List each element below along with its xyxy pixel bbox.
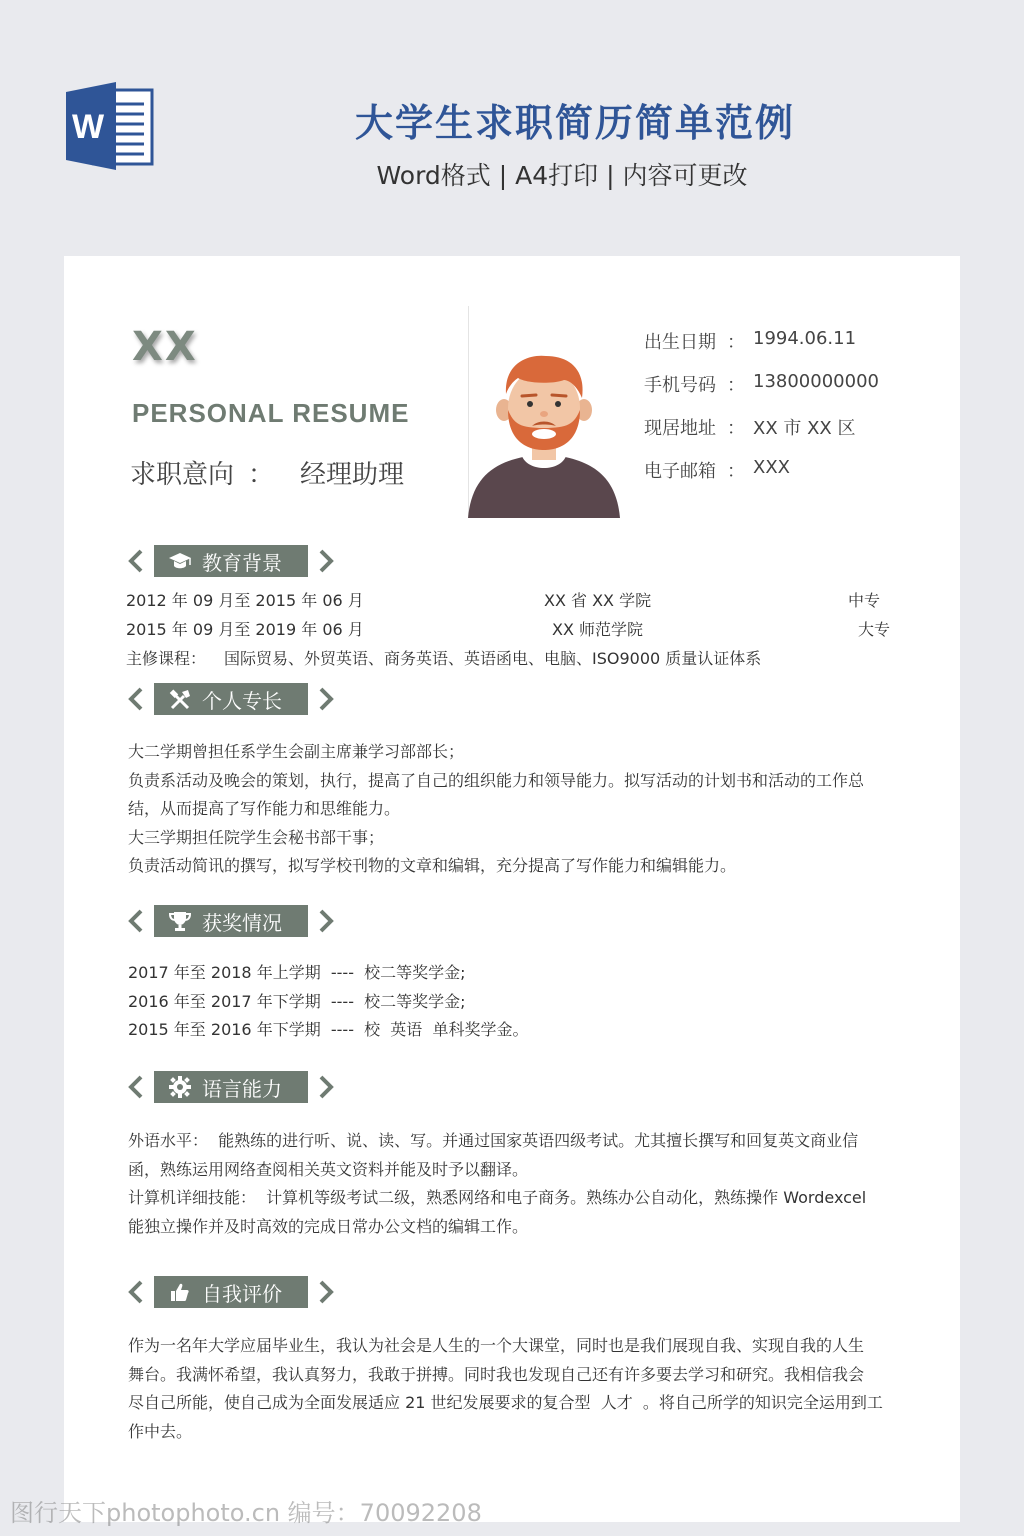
avatar-illustration bbox=[468, 354, 620, 518]
trophy-icon bbox=[168, 910, 192, 932]
resume-name: XX bbox=[132, 324, 198, 370]
section-title: 获奖情况 bbox=[202, 910, 282, 935]
section-education-header bbox=[128, 545, 338, 577]
contact-key: 手机号码 bbox=[644, 375, 716, 396]
education-school: XX 师范学院 bbox=[552, 620, 644, 639]
self-text bbox=[128, 1332, 898, 1446]
section-self-bar bbox=[154, 1276, 308, 1308]
contact-value: 1994.06.11 bbox=[753, 328, 857, 349]
chevron-right-icon bbox=[318, 1075, 334, 1099]
chevron-right-icon bbox=[318, 549, 334, 573]
section-awards-header bbox=[128, 905, 338, 937]
text-line: 负责系活动及晚会的策划，执行，提高了自己的组织能力和领导能力。拟写活动的计划书和活动的工作总 bbox=[128, 770, 865, 790]
contact-value: 13800000000 bbox=[753, 371, 879, 392]
education-row bbox=[126, 588, 898, 616]
section-title: 语言能力 bbox=[202, 1076, 282, 1101]
contact-colon: ： bbox=[727, 332, 745, 353]
chevron-left-icon bbox=[128, 687, 144, 711]
graduation-cap-icon bbox=[168, 550, 192, 572]
contact-row bbox=[644, 371, 879, 414]
contact-value: XX 市 XX 区 bbox=[753, 418, 856, 439]
contact-colon: ： bbox=[727, 461, 745, 482]
text-line: 外语水平： 能熟练的进行听、说、读、写。并通过国家英语四级考试。尤其擅长撰写和回复英文商业信 bbox=[128, 1131, 859, 1150]
text-line: 作为一名年大学应届毕业生，我认为社会是人生的一个大课堂，同时也是我们展现自我、实现自我的人生 bbox=[128, 1336, 865, 1355]
education-period: 2015 年 09 月至 2019 年 06 月 bbox=[126, 620, 364, 639]
text-line: 2017 年至 2018 年上学期 ---- 校二等奖学金; bbox=[128, 963, 466, 982]
watermark: 图行天下photophoto.cn 编号：70092208 bbox=[10, 1499, 482, 1527]
text-line: 大二学期曾担任系学生会副主席兼学习部部长； bbox=[128, 742, 465, 761]
job-objective bbox=[130, 454, 404, 491]
text-line: 负责活动简讯的撰写，拟写学校刊物的文章和编辑，充分提高了写作能力和编辑能力。 bbox=[128, 856, 737, 875]
gear-icon bbox=[168, 1076, 192, 1098]
section-language-bar bbox=[154, 1071, 308, 1103]
chevron-left-icon bbox=[128, 1075, 144, 1099]
chevron-right-icon bbox=[318, 909, 334, 933]
chevron-right-icon bbox=[318, 1280, 334, 1304]
text-line: 作中去。 bbox=[128, 1421, 193, 1441]
tools-icon bbox=[168, 688, 192, 710]
section-awards-bar bbox=[154, 905, 308, 937]
contact-row bbox=[644, 457, 879, 500]
education-degree: 大专 bbox=[858, 620, 891, 639]
text-line: 2016 年至 2017 年下学期 ---- 校二等奖学金; bbox=[128, 991, 466, 1011]
objective-value: 经理助理 bbox=[300, 460, 405, 490]
courses-label: 主修课程： bbox=[126, 649, 207, 668]
text-line: 大三学期担任院学生会秘书部干事； bbox=[128, 827, 385, 847]
resume-page bbox=[64, 256, 960, 1522]
section-language-header bbox=[128, 1071, 338, 1103]
contact-colon: ： bbox=[727, 375, 745, 396]
chevron-left-icon bbox=[128, 549, 144, 573]
contact-key: 电子邮箱 bbox=[644, 461, 716, 482]
banner-subtitle: Word格式 | A4打印 | 内容可更改 bbox=[376, 161, 748, 190]
section-title: 自我评价 bbox=[202, 1281, 282, 1306]
section-self-header bbox=[128, 1276, 338, 1308]
contact-key: 出生日期 bbox=[644, 332, 716, 353]
chevron-left-icon bbox=[128, 1280, 144, 1304]
courses-value: 国际贸易、外贸英语、商务英语、英语函电、电脑、ISO9000 质量认证体系 bbox=[224, 649, 762, 668]
section-education-bar bbox=[154, 545, 308, 577]
education-degree: 中专 bbox=[848, 591, 881, 610]
section-title: 教育背景 bbox=[202, 550, 282, 575]
text-line: 2015 年至 2016 年下学期 ---- 校 英语 单科奖学金。 bbox=[128, 1020, 529, 1039]
text-line: 舞台。我满怀希望，我认真努力，我敢于拼搏。同时我也发现自己还有许多要去学习和研究。我相信我会 bbox=[128, 1364, 865, 1384]
language-text bbox=[128, 1127, 898, 1241]
text-line: 函，熟练运用网络查阅相关英文资料并能及时予以翻译。 bbox=[128, 1159, 529, 1179]
education-period: 2012 年 09 月至 2015 年 06 月 bbox=[126, 591, 364, 610]
contact-row bbox=[644, 414, 879, 457]
text-line: 尽自己所能，使自己成为全面发展适应 21 世纪发展要求的复合型 人才 。将自己所学的知识完全运用到工 bbox=[128, 1393, 883, 1412]
awards-text bbox=[128, 959, 898, 1045]
resume-heading: PERSONAL RESUME bbox=[132, 398, 410, 428]
banner-title: 大学生求职简历简单范例 bbox=[354, 101, 795, 145]
contact-value: XXX bbox=[753, 457, 790, 478]
objective-colon: ： bbox=[248, 460, 275, 490]
chevron-left-icon bbox=[128, 909, 144, 933]
text-line: 能独立操作并及时高效的完成日常办公文档的编辑工作。 bbox=[128, 1216, 529, 1236]
section-title: 个人专长 bbox=[202, 688, 282, 713]
thumbs-up-icon bbox=[168, 1281, 192, 1303]
contact-colon: ： bbox=[727, 418, 745, 439]
skills-text bbox=[128, 738, 898, 881]
objective-label: 求职意向 bbox=[130, 460, 235, 490]
contact-info bbox=[644, 328, 879, 500]
education-school: XX 省 XX 学院 bbox=[544, 591, 652, 610]
contact-key: 现居地址 bbox=[644, 418, 716, 439]
text-line: 结，从而提高了写作能力和思维能力。 bbox=[128, 799, 401, 818]
chevron-right-icon bbox=[318, 687, 334, 711]
education-row bbox=[126, 617, 898, 645]
section-skills-bar bbox=[154, 683, 308, 715]
word-logo-letter: W bbox=[71, 108, 105, 146]
section-skills-header bbox=[128, 683, 338, 715]
contact-row bbox=[644, 328, 879, 371]
courses-row bbox=[126, 646, 761, 669]
text-line: 计算机详细技能： 计算机等级考试二级，熟悉网络和电子商务。熟练办公自动化，熟练操作 Wordexcel bbox=[128, 1188, 867, 1207]
